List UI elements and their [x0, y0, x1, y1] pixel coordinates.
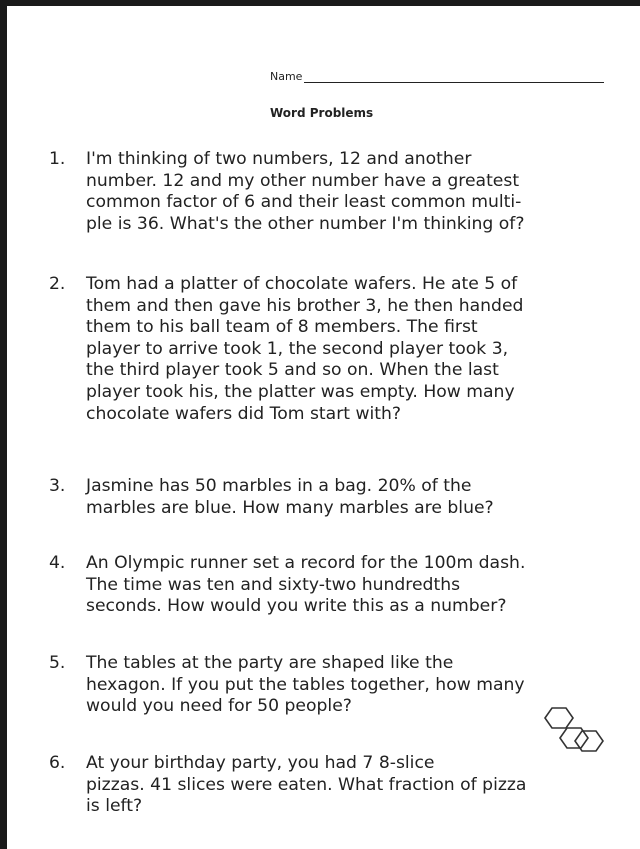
- name-label: Name: [270, 70, 303, 83]
- name-blank-line: [304, 72, 604, 83]
- problem-number: 6.: [49, 753, 66, 773]
- problem-line: chocolate wafers did Tom start with?: [86, 403, 402, 424]
- problem-line: pizzas. 41 slices were eaten. What fraction of pizza: [86, 774, 527, 795]
- problem-line: them to his ball team of 8 members. The first: [86, 317, 478, 338]
- problem-line: would you need for 50 people?: [86, 696, 352, 717]
- problem-line: Tom had a platter of chocolate wafers. He ate 5 of: [86, 274, 518, 294]
- problem-line: player to arrive took 1, the second player took 3,: [86, 338, 509, 359]
- problem-line: ple is 36. What's the other number I'm thinking of?: [86, 213, 525, 234]
- problem-line: marbles are blue. How many marbles are blue?: [86, 497, 494, 518]
- problem-number: 5.: [49, 653, 66, 673]
- problem-line: I'm thinking of two numbers, 12 and another: [86, 149, 472, 169]
- problem-text: [86, 476, 640, 519]
- problem-text: [86, 149, 640, 235]
- problem-line: Jasmine has 50 marbles in a bag. 20% of the: [86, 476, 472, 496]
- problem-line: seconds. How would you write this as a number?: [86, 596, 507, 617]
- problem-line: An Olympic runner set a record for the 100m dash.: [86, 553, 526, 573]
- problem-line: the third player took 5 and so on. When the last: [86, 360, 499, 381]
- problem-number: 4.: [49, 553, 66, 573]
- problem-line: The tables at the party are shaped like the: [86, 653, 454, 673]
- problem-number: 1.: [49, 149, 66, 169]
- hexagon-pair-icon: [539, 706, 613, 758]
- problem-line: hexagon. If you put the tables together, how many: [86, 674, 525, 695]
- problem-line: player took his, the platter was empty. How many: [86, 381, 515, 402]
- problem-line: number. 12 and my other number have a greatest: [86, 170, 520, 191]
- problem-line: At your birthday party, you had 7 8-slice: [86, 753, 435, 773]
- problem-line: The time was ten and sixty-two hundredths: [86, 574, 461, 595]
- problem-line: common factor of 6 and their least common multi-: [86, 192, 522, 213]
- problem-line: them and then gave his brother 3, he then handed: [86, 295, 524, 316]
- problem-text: [86, 553, 640, 618]
- problem-line: is left?: [86, 796, 143, 817]
- problem-number: 3.: [49, 476, 66, 496]
- problem-text: [86, 274, 640, 425]
- problem-text: [86, 753, 640, 818]
- name-field: [270, 70, 604, 83]
- page-title: Word Problems: [270, 106, 374, 120]
- problem-number: 2.: [49, 274, 66, 294]
